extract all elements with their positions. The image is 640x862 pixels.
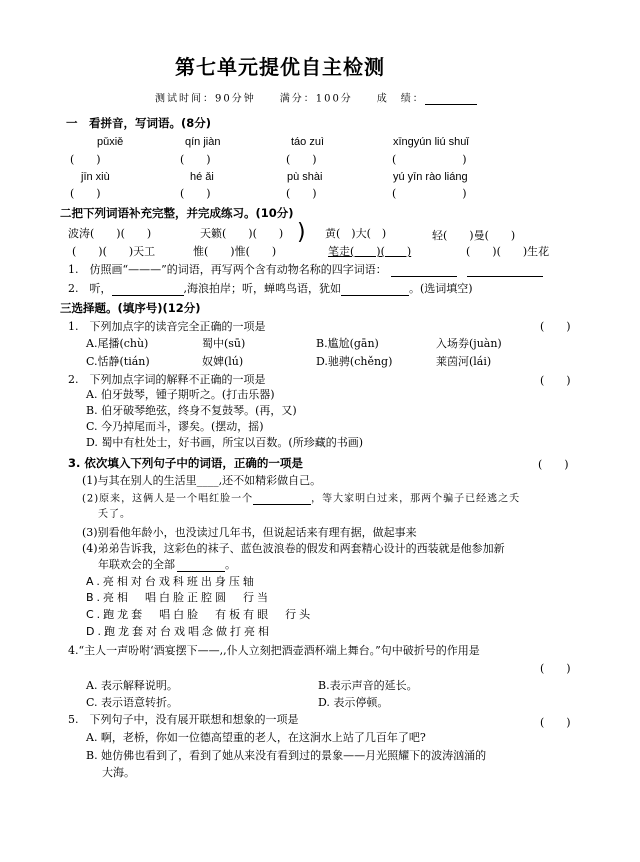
q1-option-c2: 奴婢(lú) — [202, 355, 244, 368]
idiom-3[interactable]: 黄( )大( ) — [325, 227, 387, 240]
q3-sentence-1: (1)与其在别人的生活里____,还不如精彩做自己。 — [82, 474, 322, 487]
q3-s2-text-b: ，等大家明白过来，那两个骗子已经逃之夭 — [311, 493, 521, 505]
s2-q2-blank-2[interactable] — [341, 284, 409, 296]
q3-sentence-3: (3)别看他年龄小，也没读过几年书，但说起话来有理有据，做起事来 — [82, 526, 417, 539]
q3-s2-text-a: (2)原来，这俩人是一个唱红脸一个 — [82, 493, 254, 505]
s2-q1-blank-2[interactable] — [467, 265, 543, 277]
s2-q1-blank-1[interactable] — [391, 265, 457, 277]
q1-option-a[interactable]: A.尾播(chù) — [86, 337, 149, 350]
q3-sentence-2 — [82, 493, 520, 505]
q3-option-a[interactable]: A.亮相对台戏科班出身压轴 — [86, 575, 257, 588]
s2-q2-blank-1[interactable] — [112, 284, 184, 296]
s2-question-1 — [68, 264, 543, 277]
q4-option-a[interactable]: A. 表示解释说明。 — [86, 679, 178, 692]
s2-q2-text-a: 2. 听， — [68, 282, 112, 295]
q3-sentence-4-cont — [98, 559, 236, 572]
q2-option-b[interactable]: B. 伯牙破琴绝弦，终身不复鼓琴。(再，又) — [86, 404, 297, 417]
idiom-7-underlined[interactable]: 笔走( )( ) — [328, 245, 412, 258]
q2-option-d[interactable]: D. 蜀中有杜处士，好书画，所宝以百数。(所珍藏的书画) — [86, 436, 364, 449]
q4-stem: 4.“主人一声吩咐‘酒宴摆下——,,仆人立刻把酒壶酒杯端上舞台。”句中破折号的作用是 — [68, 644, 480, 657]
q5-option-b[interactable]: B. 她仿佛也看到了，看到了她从来没有看到过的景象——月光照耀下的波涛汹涌的 — [86, 749, 487, 762]
pinyin-6: hé ǎi — [190, 171, 214, 183]
answer-box-5[interactable]: ( ) — [70, 187, 101, 200]
pinyin-5: jīn xiù — [81, 171, 110, 183]
q1-option-c[interactable]: C.恬静(tián) — [86, 355, 150, 368]
s2-q2-text-c: 。(选词填空) — [409, 282, 473, 295]
q5-answer-bracket[interactable]: ( ) — [540, 716, 571, 729]
q5-option-b-cont: 大海。 — [102, 766, 135, 779]
q3-s4-blank[interactable] — [177, 560, 225, 572]
q2-stem: 2. 下列加点字词的解释不正确的一项是 — [68, 373, 266, 386]
q3-s4-text-b: 年联欢会的全部 — [98, 558, 175, 571]
q3-option-d[interactable]: D.跑龙套对台戏唱念做打亮相 — [86, 625, 272, 638]
idiom-5[interactable]: ( )( )天工 — [72, 245, 156, 258]
q4-option-d[interactable]: D. 表示停顿。 — [318, 696, 389, 709]
s2-q2-text-b: ,海浪拍岸；听，蝉鸣鸟语，犹如 — [183, 282, 341, 295]
q1-option-b[interactable]: B.尴尬(gān) — [316, 337, 379, 350]
section-1-heading: 一 看拼音，写词语。(8分) — [66, 116, 212, 130]
page-title: 第七单元提优自主检测 — [175, 55, 385, 79]
q1-option-d[interactable]: D.驰骋(chěng) — [316, 355, 393, 368]
answer-box-7[interactable]: ( ) — [286, 187, 317, 200]
q2-option-a[interactable]: A. 伯牙鼓琴，锺子期听之。(打击乐器) — [86, 388, 275, 401]
q3-s4-period: 。 — [225, 558, 236, 571]
pinyin-3: táo zuì — [291, 136, 325, 148]
q4-option-b[interactable]: B.表示声音的延长。 — [318, 679, 418, 692]
answer-box-4[interactable]: ( ) — [392, 153, 467, 166]
section-2-heading: 二把下列词语补充完整，并完成练习。(10分) — [60, 206, 294, 220]
idiom-6[interactable]: 惟( )惟( ) — [193, 245, 277, 258]
q3-sentence-2-cont: 夭了。 — [98, 509, 131, 520]
pinyin-7: pù shài — [287, 171, 323, 183]
answer-box-8[interactable]: ( ) — [392, 187, 467, 200]
pinyin-4: xīngyún liú shuǐ — [393, 136, 469, 148]
q5-stem: 5. 下列句子中，没有展开联想和想象的一项是 — [68, 713, 299, 726]
q3-option-c[interactable]: C.跑龙套 唱白脸 有板有眼 行头 — [86, 608, 314, 621]
q3-option-b[interactable]: B.亮相 唱白脸正腔圆 行当 — [86, 591, 272, 604]
idiom-2[interactable]: 天籁( )( ) — [200, 227, 284, 240]
answer-box-6[interactable]: ( ) — [180, 187, 211, 200]
q3-s2-blank[interactable] — [253, 493, 311, 505]
pinyin-8: yú yīn rào liáng — [393, 171, 468, 183]
q1-answer-bracket[interactable]: ( ) — [540, 320, 571, 333]
q1-option-d2: 莱茵河(lái) — [436, 355, 492, 368]
exam-info — [155, 93, 477, 105]
exam-info-text: 测试时间：90分钟 满分：100分 成 绩： — [155, 93, 425, 105]
section-3-heading: 三选择题。(填序号)(12分) — [60, 301, 201, 315]
q3-stem: 3. 依次填入下列句子中的词语，正确的一项是 — [68, 456, 303, 470]
q2-option-c[interactable]: C. 今乃掉尾而斗，谬矣。(摆动，摇) — [86, 420, 264, 433]
q3-sentence-4: (4)弟弟告诉我，这彩色的袜子、蓝色波浪卷的假发和两套精心设计的西装就是他参加新 — [82, 542, 505, 555]
answer-box-3[interactable]: ( ) — [286, 153, 317, 166]
q4-answer-bracket[interactable]: ( ) — [540, 662, 571, 675]
q4-option-c[interactable]: C. 表示语意转折。 — [86, 696, 179, 709]
q1-stem: 1. 下列加点字的读音完全正确的一项是 — [68, 320, 266, 333]
q1-option-b2: 入场券(juàn) — [436, 337, 502, 350]
q5-option-a[interactable]: A. 啊，老桥，你如一位德高望重的老人，在这涧水上站了几百年了吧? — [86, 731, 426, 744]
answer-box-2[interactable]: ( ) — [180, 153, 211, 166]
q3-answer-bracket[interactable]: ( ) — [538, 458, 569, 471]
pinyin-1: pǔxiě — [97, 136, 124, 148]
pinyin-2: qín jiàn — [185, 136, 221, 148]
idiom-8[interactable]: ( )( )生花 — [466, 245, 550, 258]
stray-bracket: ) — [297, 220, 306, 245]
score-blank[interactable] — [425, 93, 477, 105]
idiom-1[interactable]: 波涛( )( ) — [68, 227, 152, 240]
s2-q1-text: 1. 仿照画“———”的词语，再写两个含有动物名称的四字词语： — [68, 263, 387, 276]
idiom-4[interactable]: 轻( )曼( ) — [432, 229, 516, 242]
q2-answer-bracket[interactable]: ( ) — [540, 374, 571, 387]
s2-question-2 — [68, 283, 473, 296]
q1-option-a2: 蜀中(sū) — [202, 337, 246, 350]
answer-box-1[interactable]: ( ) — [70, 153, 101, 166]
